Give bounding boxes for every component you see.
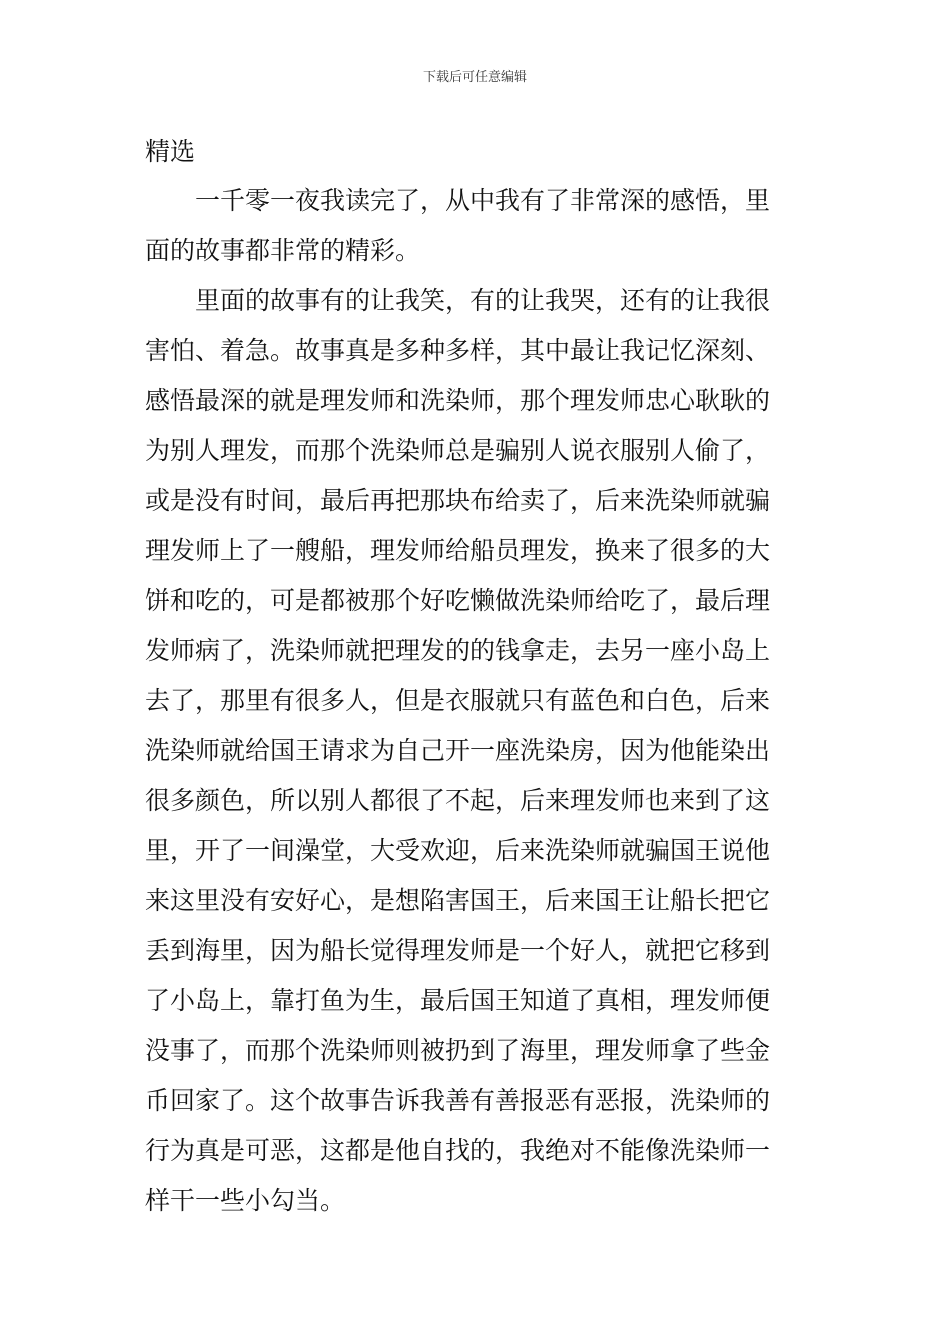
text-line: 里，开了一间澡堂，大受欢迎，后来洗染师就骗国王说他: [145, 836, 771, 865]
text-line: 或是没有时间，最后再把那块布给卖了，后来洗染师就骗: [145, 486, 771, 515]
page-header-note: 下载后可任意编辑: [422, 70, 527, 85]
text-line: 行为真是可恶，这都是他自找的，我绝对不能像洗染师一: [145, 1136, 771, 1165]
text-line: 里面的故事有的让我笑，有的让我哭，还有的让我很: [195, 286, 771, 315]
text-line: 发师病了，洗染师就把理发的的钱拿走，去另一座小岛上: [145, 636, 771, 665]
text-line: 去了，那里有很多人，但是衣服就只有蓝色和白色，后来: [145, 686, 771, 715]
text-line: 来这里没有安好心，是想陷害国王，后来国王让船长把它: [145, 886, 771, 915]
paragraph-2: [145, 276, 807, 1226]
text-line: 没事了，而那个洗染师则被扔到了海里，理发师拿了些金: [145, 1036, 771, 1065]
text-line: 一千零一夜我读完了，从中我有了非常深的感悟，里: [195, 186, 771, 215]
text-line: 很多颜色，所以别人都很了不起，后来理发师也来到了这: [145, 786, 771, 815]
text-line: 样干一些小勾当。: [145, 1186, 346, 1215]
text-line: 理发师上了一艘船，理发师给船员理发，换来了很多的大: [145, 536, 771, 565]
text-line: 饼和吃的，可是都被那个好吃懒做洗染师给吃了，最后理: [145, 586, 771, 615]
document-body: [145, 128, 807, 1226]
text-line: 面的故事都非常的精彩。: [145, 236, 421, 265]
text-line: 丢到海里，因为船长觉得理发师是一个好人，就把它移到: [145, 936, 771, 965]
text-line: 币回家了。这个故事告诉我善有善报恶有恶报，洗染师的: [145, 1086, 771, 1115]
text-line: 害怕、着急。故事真是多种多样，其中最让我记忆深刻、: [145, 336, 771, 365]
text-line: 了小岛上，靠打鱼为生，最后国王知道了真相，理发师便: [145, 986, 771, 1015]
document-heading: 精选: [145, 137, 196, 166]
paragraph-1: [145, 176, 807, 276]
text-line: 感悟最深的就是理发师和洗染师，那个理发师忠心耿耿的: [145, 386, 771, 415]
text-line: 为别人理发，而那个洗染师总是骗别人说衣服别人偷了，: [145, 436, 771, 465]
text-line: 洗染师就给国王请求为自己开一座洗染房，因为他能染出: [145, 736, 771, 765]
